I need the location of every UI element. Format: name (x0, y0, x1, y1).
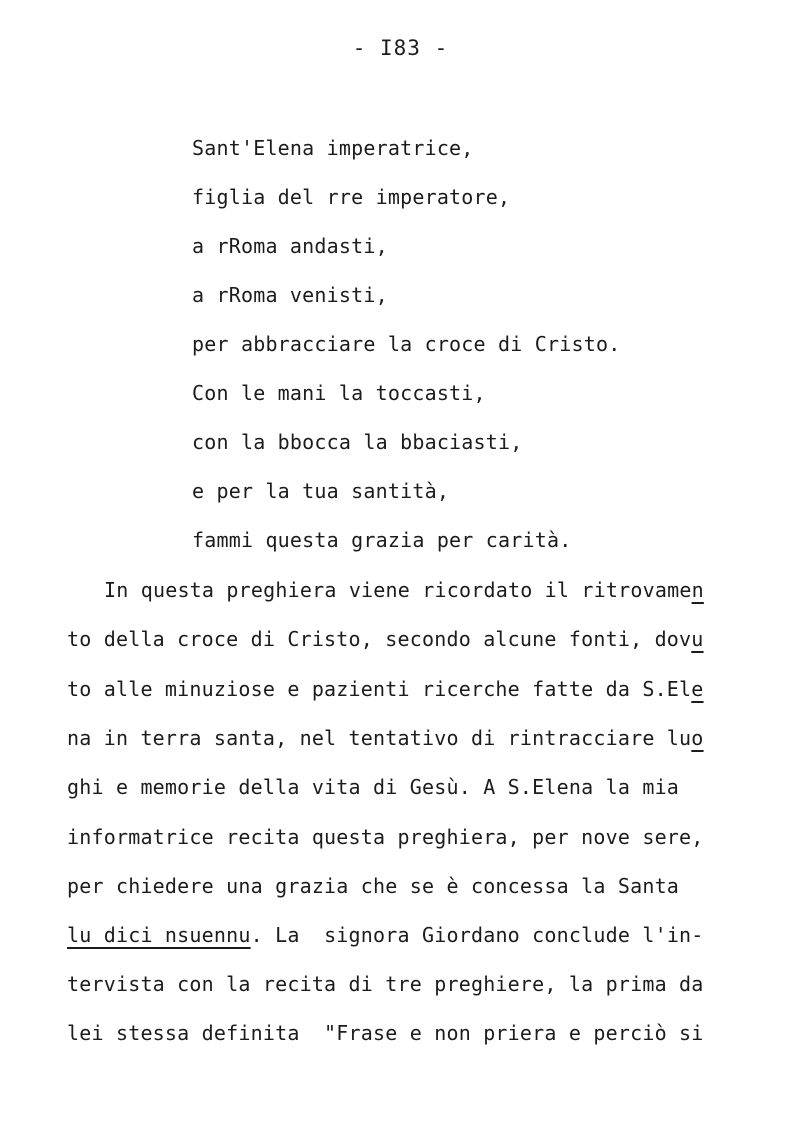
verse-line: fammi questa grazia per carità. (192, 528, 572, 552)
verse-line: a rRoma andasti, (192, 234, 388, 258)
paragraph-line (67, 726, 704, 750)
line-text: na in terra santa, nel tentativo di rintracciare lu (67, 726, 692, 750)
line-text: In questa preghiera viene ricordato il ritrovame (104, 578, 692, 602)
verse-line: a rRoma venisti, (192, 283, 388, 307)
dialect-phrase: lu dici nsuennu (67, 923, 251, 947)
hyphen-mark: o (691, 726, 704, 750)
paragraph-line (104, 578, 704, 602)
verse-line: per abbracciare la croce di Cristo. (192, 332, 621, 356)
verse-line: Con le mani la toccasti, (192, 381, 486, 405)
hyphen-mark: e (691, 677, 704, 701)
verse-line: con la bbocca la bbaciasti, (192, 430, 523, 454)
paragraph-line (67, 627, 704, 651)
verse-line: figlia del rre imperatore, (192, 185, 511, 209)
paragraph-line: informatrice recita questa preghiera, per nove sere, (67, 825, 704, 849)
paragraph-line (67, 677, 704, 701)
hyphen-mark: u (691, 627, 704, 651)
paragraph-line: tervista con la recita di tre preghiere, la prima da (67, 972, 704, 996)
line-text: to della croce di Cristo, secondo alcune fonti, dov (67, 627, 692, 651)
paragraph-line: lei stessa definita "Frase e non priera e perciò si (67, 1021, 704, 1045)
hyphen-mark: n (691, 578, 704, 602)
verse-line: Sant'Elena imperatrice, (192, 136, 474, 160)
line-text: to alle minuziose e pazienti ricerche fatte da S.El (67, 677, 692, 701)
paragraph-line: per chiedere una grazia che se è concessa la Santa (67, 874, 680, 898)
verse-line: e per la tua santità, (192, 479, 450, 503)
paragraph-line (67, 923, 704, 947)
paragraph-line: ghi e memorie della vita di Gesù. A S.Elena la mia (67, 775, 680, 799)
line-text: . La signora Giordano conclude l'in- (250, 923, 704, 947)
page-number: - I83 - (352, 36, 449, 60)
